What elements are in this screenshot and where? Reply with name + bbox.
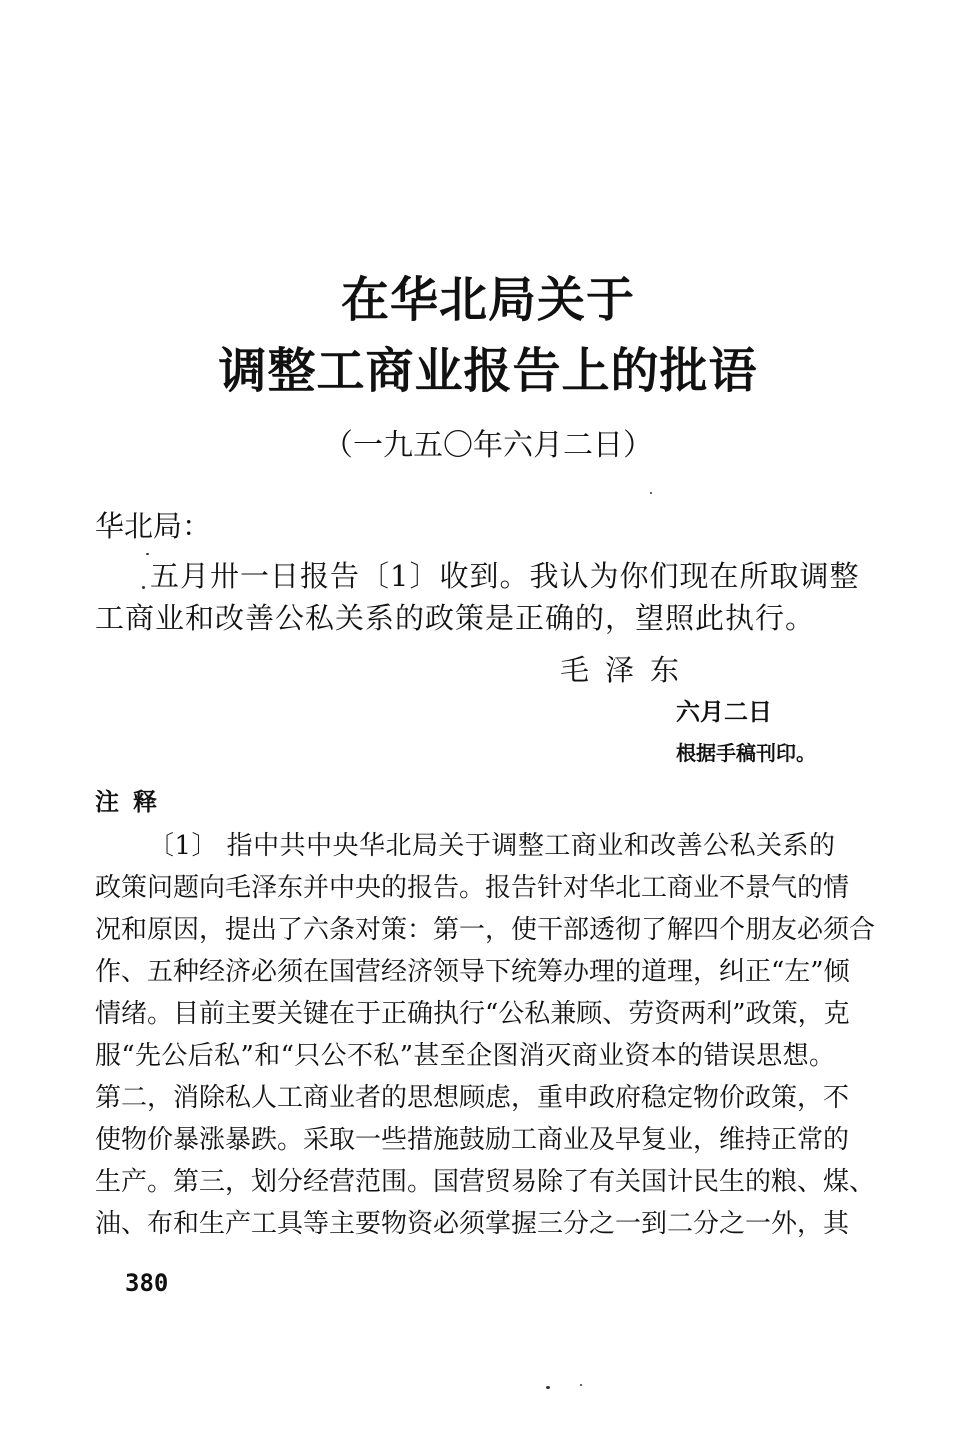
scan-speck xyxy=(146,553,149,555)
letter-body-line: 工商业和改善公私关系的政策是正确的，望照此执行。 xyxy=(95,601,816,635)
notes-heading: 注释 xyxy=(95,788,171,816)
salutation: 华北局： xyxy=(95,509,212,543)
note-line: 况和原因，提出了六条对策：第一，使干部透彻了解四个朋友必须合 xyxy=(95,915,876,945)
note-line: 服“先公后私”和“只公不私”甚至企图消灭商业资本的错误思想。 xyxy=(95,1041,835,1071)
note-line: 作、五种经济必须在国营经济领导下统筹办理的道理，纠正“左”倾 xyxy=(95,957,850,987)
scan-speck xyxy=(580,1384,582,1386)
scan-speck xyxy=(142,586,145,589)
date-subtitle: （一九五〇年六月二日） xyxy=(323,428,653,463)
scan-speck xyxy=(650,492,652,494)
signature-date: 六月二日 xyxy=(676,698,772,726)
note-line: 使物价暴涨暴跌。采取一些措施鼓励工商业及早复业，维持正常的 xyxy=(95,1125,850,1155)
page-number: 380 xyxy=(125,1269,169,1297)
title-line-1: 在华北局关于 xyxy=(340,272,635,328)
signature: 毛泽东 xyxy=(560,653,696,687)
title-line-2: 调整工商业报告上的批语 xyxy=(218,343,758,399)
scan-speck xyxy=(546,1386,550,1389)
note-line: 情绪。目前主要关键在于正确执行“公私兼顾、劳资两利”政策，克 xyxy=(95,999,850,1029)
note-line: 政策问题向毛泽东并中央的报告。报告针对华北工商业不景气的情 xyxy=(95,873,850,903)
note-line: 〔1〕 指中共中央华北局关于调整工商业和改善公私关系的 xyxy=(148,831,835,861)
letter-body-line: 五月卅一日报告〔1〕收到。我认为你们现在所取调整 xyxy=(150,559,860,593)
note-line: 生产。第三，划分经营范围。国营贸易除了有关国计民生的粮、煤、 xyxy=(95,1167,876,1197)
note-line: 第二，消除私人工商业者的思想顾虑，重申政府稳定物价政策，不 xyxy=(95,1083,850,1113)
note-line: 油、布和生产工具等主要物资必须掌握三分之一到二分之一外，其 xyxy=(95,1209,850,1239)
source-note: 根据手稿刊印。 xyxy=(676,741,816,765)
